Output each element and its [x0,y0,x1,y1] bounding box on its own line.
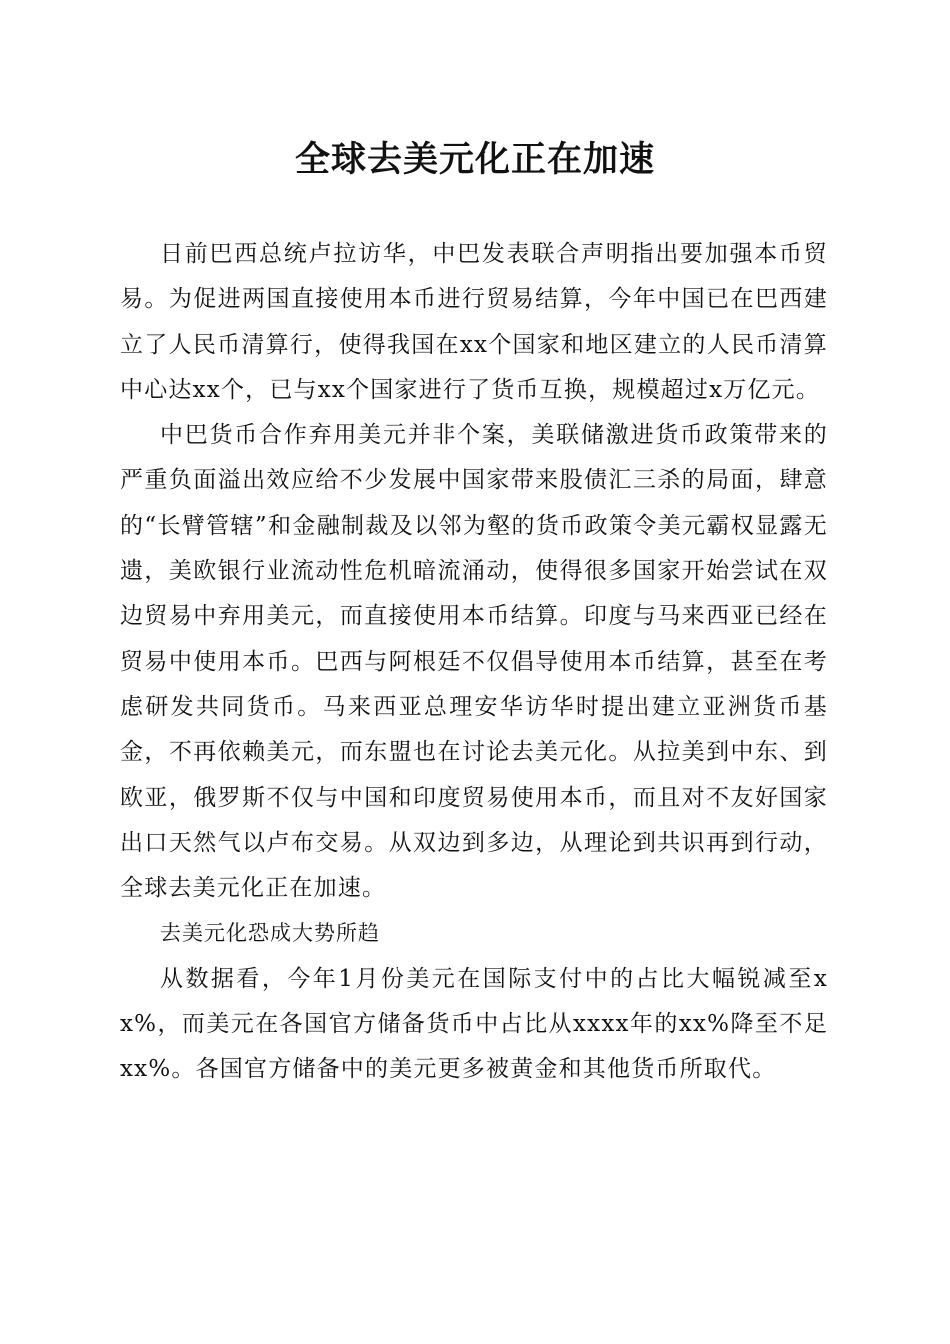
document-title: 全球去美元化正在加速 [294,139,655,180]
paragraph-2: 中巴货币合作弃用美元并非个案，美联储激进货币政策带来的严重负面溢出效应给不少发展中国家带来股债汇三杀的局面，肆意的“长臂管辖”和金融制裁及以邻为壑的货币政策令美元霸权显露无遗，美欧银行业流动性危机暗流涌动，使得很多国家开始尝试在双边贸易中弃用美元，而直接使用本币结算。印度与马来西亚已经在贸易中使用本币。巴西与阿根廷不仅倡导使用本币结算，甚至在考虑研发共同货币。马来西亚总理安华访华时提出建立亚洲货币基金，不再依赖美元，而东盟也在讨论去美元化。从拉美到中东、到欧亚，俄罗斯不仅与中国和印度贸易使用本币，而且对不友好国家出口天然气以卢布交易。从双边到多边，从理论到共识再到行动，全球去美元化正在加速。 [120,422,828,902]
paragraph-3: 从数据看，今年1月份美元在国际支付中的占比大幅锐减至xx%，而美元在各国官方储备货币中占比从xxxx年的xx%降至不足xx%。各国官方储备中的美元更多被黄金和其他货币所取代。 [120,965,828,1083]
paragraph-1: 日前巴西总统卢拉访华，中巴发表联合声明指出要加强本币贸易。为促进两国直接使用本币进行贸易结算，今年中国已在巴西建立了人民币清算行，使得我国在xx个国家和地区建立的人民币清算中心达xx个，已与xx个国家进行了货币互换，规模超过x万亿元。 [120,241,828,403]
document-body [120,232,828,1093]
section-subheading: 去美元化恐成大势所趋 [160,921,380,946]
